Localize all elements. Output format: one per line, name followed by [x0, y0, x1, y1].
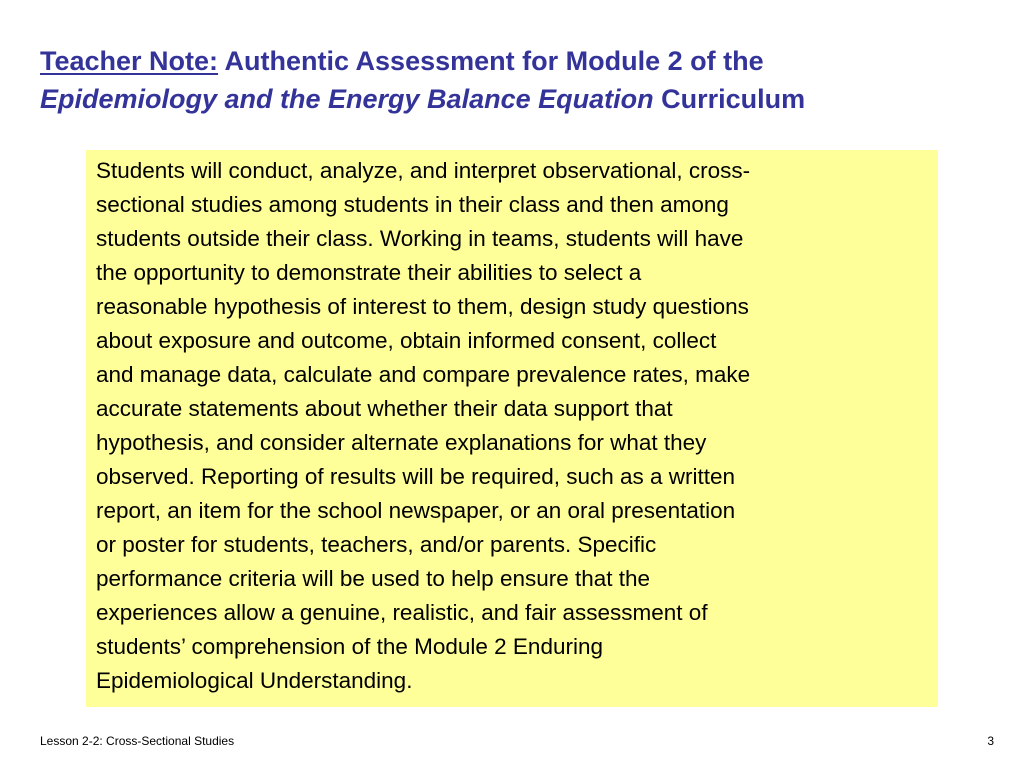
slide-title — [40, 42, 1000, 118]
note-content-box — [86, 150, 938, 707]
note-body-text: Students will conduct, analyze, and interpret observational, cross- sectional studies among students in their class and then among students outside their class. Working in teams, students will have the opportunity to demonstrate their abilities to select a reasonable hypothesis of interest to them, design study questions about exposure and outcome, obtain informed consent, collect and manage data, calculate and compare prevalence rates, make accurate statements about whether their data support that hypothesis, and consider alternate explanations for what they observed. Reporting of results will be required, such as a written report, an item for the school newspaper, or an oral presentation or poster for students, teachers, and/or parents. Specific performance criteria will be used to help ensure that the experiences allow a genuine, realistic, and fair assessment of students’ comprehension of the Module 2 Enduring Epidemiological Understanding. — [96, 158, 751, 693]
footer-lesson-label: Lesson 2-2: Cross-Sectional Studies — [40, 734, 235, 748]
footer-page-number: 3 — [987, 734, 994, 748]
title-curriculum-name: Epidemiology and the Energy Balance Equation — [40, 84, 654, 114]
title-text-part2: Curriculum — [653, 84, 806, 114]
title-text-part1: Authentic Assessment for Module 2 of the — [218, 46, 764, 76]
teacher-note-label: Teacher Note: — [40, 46, 219, 76]
